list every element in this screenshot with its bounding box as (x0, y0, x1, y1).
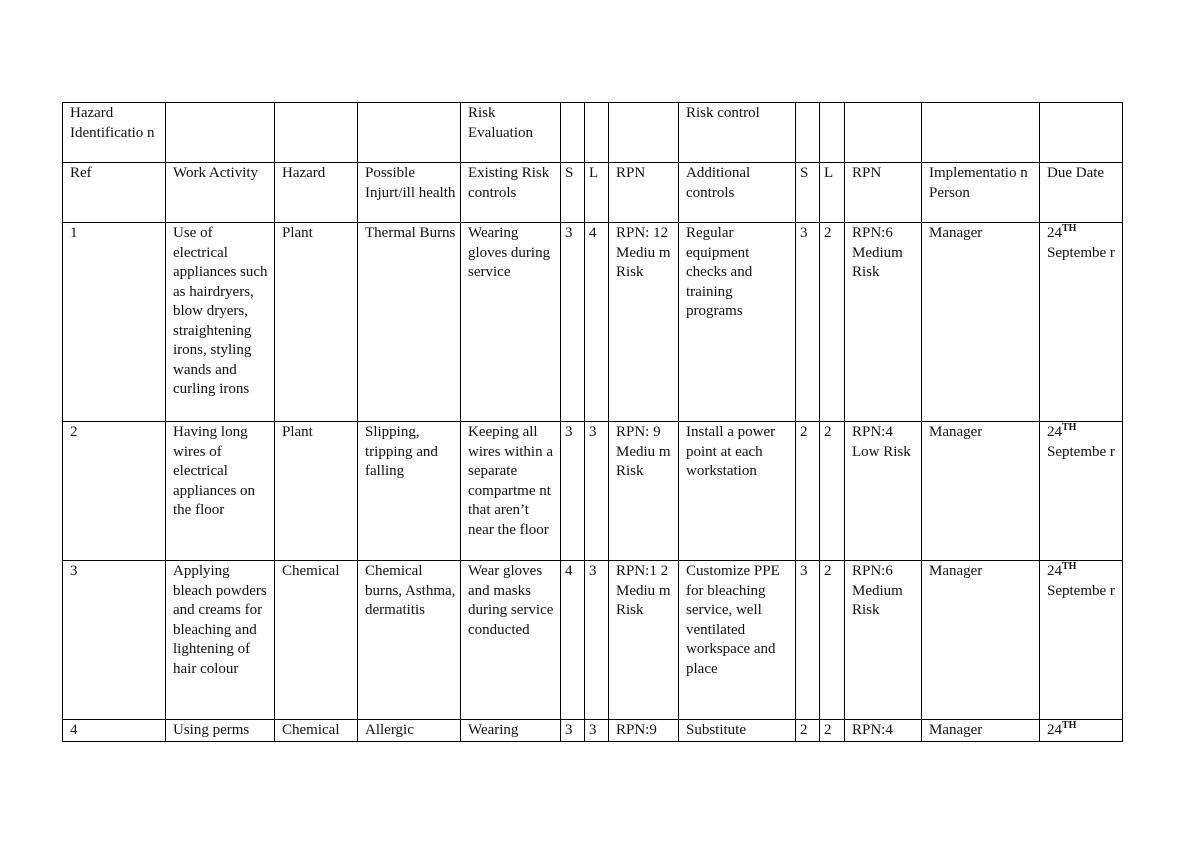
cell-hazard: Chemical (275, 720, 358, 742)
cell-likelihood-2: 2 (820, 223, 845, 422)
cell-severity: 3 (561, 223, 585, 422)
cell-implementation-person: Manager (922, 561, 1040, 720)
cell-severity-2: 2 (796, 422, 820, 561)
header-due-date: Due Date (1040, 163, 1123, 223)
cell-possible-injury: Slipping, tripping and falling (358, 422, 461, 561)
cell-additional-controls: Substitute (679, 720, 796, 742)
header-hazard: Hazard (275, 163, 358, 223)
cell-existing-controls: Wear gloves and masks during service conducted (461, 561, 561, 720)
cell-severity: 3 (561, 720, 585, 742)
cell-possible-injury: Allergic (358, 720, 461, 742)
cell-hazard: Chemical (275, 561, 358, 720)
section-blank-cell (796, 103, 820, 163)
cell-likelihood: 3 (585, 422, 609, 561)
section-hazard-identification: Hazard Identificatio n (63, 103, 166, 163)
column-header-row (63, 163, 1123, 223)
cell-severity-2: 3 (796, 561, 820, 720)
header-likelihood-2: L (820, 163, 845, 223)
cell-rpn-2: RPN:6 Medium Risk (845, 223, 922, 422)
section-blank-cell (1040, 103, 1123, 163)
section-header-row (63, 103, 1123, 163)
header-work-activity: Work Activity (166, 163, 275, 223)
due-month: Septembe r (1047, 443, 1115, 460)
cell-possible-injury: Chemical burns, Asthma, dermatitis (358, 561, 461, 720)
due-month: Septembe r (1047, 244, 1115, 261)
section-blank-cell (561, 103, 585, 163)
due-day: 24 (1047, 225, 1062, 241)
cell-additional-controls: Install a power point at each workstation (679, 422, 796, 561)
due-day-suffix: TH (1062, 720, 1077, 731)
cell-likelihood: 3 (585, 561, 609, 720)
cell-possible-injury: Thermal Burns (358, 223, 461, 422)
cell-work-activity: Having long wires of electrical appliances on the floor (166, 422, 275, 561)
cell-hazard: Plant (275, 422, 358, 561)
cell-likelihood: 4 (585, 223, 609, 422)
due-day: 24 (1047, 722, 1062, 738)
due-day-suffix: TH (1062, 561, 1077, 572)
header-rpn-2: RPN (845, 163, 922, 223)
cell-rpn: RPN:9 (609, 720, 679, 742)
risk-assessment-table (62, 102, 1123, 742)
due-month: Septembe r (1047, 582, 1115, 599)
cell-work-activity: Applying bleach powders and creams for bleaching and lightening of hair colour (166, 561, 275, 720)
cell-additional-controls: Regular equipment checks and training programs (679, 223, 796, 422)
cell-ref: 2 (63, 422, 166, 561)
cell-implementation-person: Manager (922, 422, 1040, 561)
cell-existing-controls: Wearing gloves during service (461, 223, 561, 422)
header-existing-controls: Existing Risk controls (461, 163, 561, 223)
cell-rpn: RPN: 12 Mediu m Risk (609, 223, 679, 422)
section-blank-cell (820, 103, 845, 163)
table-row (63, 223, 1123, 422)
section-risk-evaluation: Risk Evaluation (461, 103, 561, 163)
table-row (63, 561, 1123, 720)
table-row (63, 720, 1123, 742)
cell-severity: 4 (561, 561, 585, 720)
header-additional-controls: Additional controls (679, 163, 796, 223)
due-day-suffix: TH (1062, 422, 1077, 433)
cell-existing-controls: Keeping all wires within a separate compartme nt that aren’t near the floor (461, 422, 561, 561)
cell-existing-controls: Wearing (461, 720, 561, 742)
section-risk-control: Risk control (679, 103, 796, 163)
cell-implementation-person: Manager (922, 223, 1040, 422)
section-blank-cell (845, 103, 922, 163)
cell-rpn-2: RPN:4 (845, 720, 922, 742)
cell-severity-2: 3 (796, 223, 820, 422)
cell-due-date (1040, 561, 1123, 720)
cell-likelihood-2: 2 (820, 561, 845, 720)
table-row (63, 422, 1123, 561)
section-blank-cell (585, 103, 609, 163)
header-likelihood: L (585, 163, 609, 223)
cell-rpn: RPN: 9 Mediu m Risk (609, 422, 679, 561)
header-implementation-person: Implementatio n Person (922, 163, 1040, 223)
due-day: 24 (1047, 424, 1062, 440)
cell-work-activity: Using perms (166, 720, 275, 742)
cell-due-date (1040, 223, 1123, 422)
section-blank-cell (922, 103, 1040, 163)
cell-severity: 3 (561, 422, 585, 561)
cell-additional-controls: Customize PPE for bleaching service, well ventilated workspace and place (679, 561, 796, 720)
cell-likelihood-2: 2 (820, 720, 845, 742)
cell-due-date (1040, 720, 1123, 742)
cell-implementation-person: Manager (922, 720, 1040, 742)
cell-rpn: RPN:1 2 Mediu m Risk (609, 561, 679, 720)
section-blank-cell (358, 103, 461, 163)
header-severity: S (561, 163, 585, 223)
cell-likelihood: 3 (585, 720, 609, 742)
cell-ref: 1 (63, 223, 166, 422)
cell-rpn-2: RPN:4 Low Risk (845, 422, 922, 561)
cell-hazard: Plant (275, 223, 358, 422)
cell-rpn-2: RPN:6 Medium Risk (845, 561, 922, 720)
cell-work-activity: Use of electrical appliances such as hairdryers, blow dryers, straightening irons, styling wands and curling irons (166, 223, 275, 422)
cell-likelihood-2: 2 (820, 422, 845, 561)
due-day-suffix: TH (1062, 223, 1077, 234)
section-blank-cell (166, 103, 275, 163)
cell-due-date (1040, 422, 1123, 561)
section-blank-cell (609, 103, 679, 163)
header-possible-injury: Possible Injurt/ill health (358, 163, 461, 223)
due-day: 24 (1047, 563, 1062, 579)
section-blank-cell (275, 103, 358, 163)
header-rpn: RPN (609, 163, 679, 223)
header-ref: Ref (63, 163, 166, 223)
cell-ref: 3 (63, 561, 166, 720)
cell-severity-2: 2 (796, 720, 820, 742)
cell-ref: 4 (63, 720, 166, 742)
header-severity-2: S (796, 163, 820, 223)
